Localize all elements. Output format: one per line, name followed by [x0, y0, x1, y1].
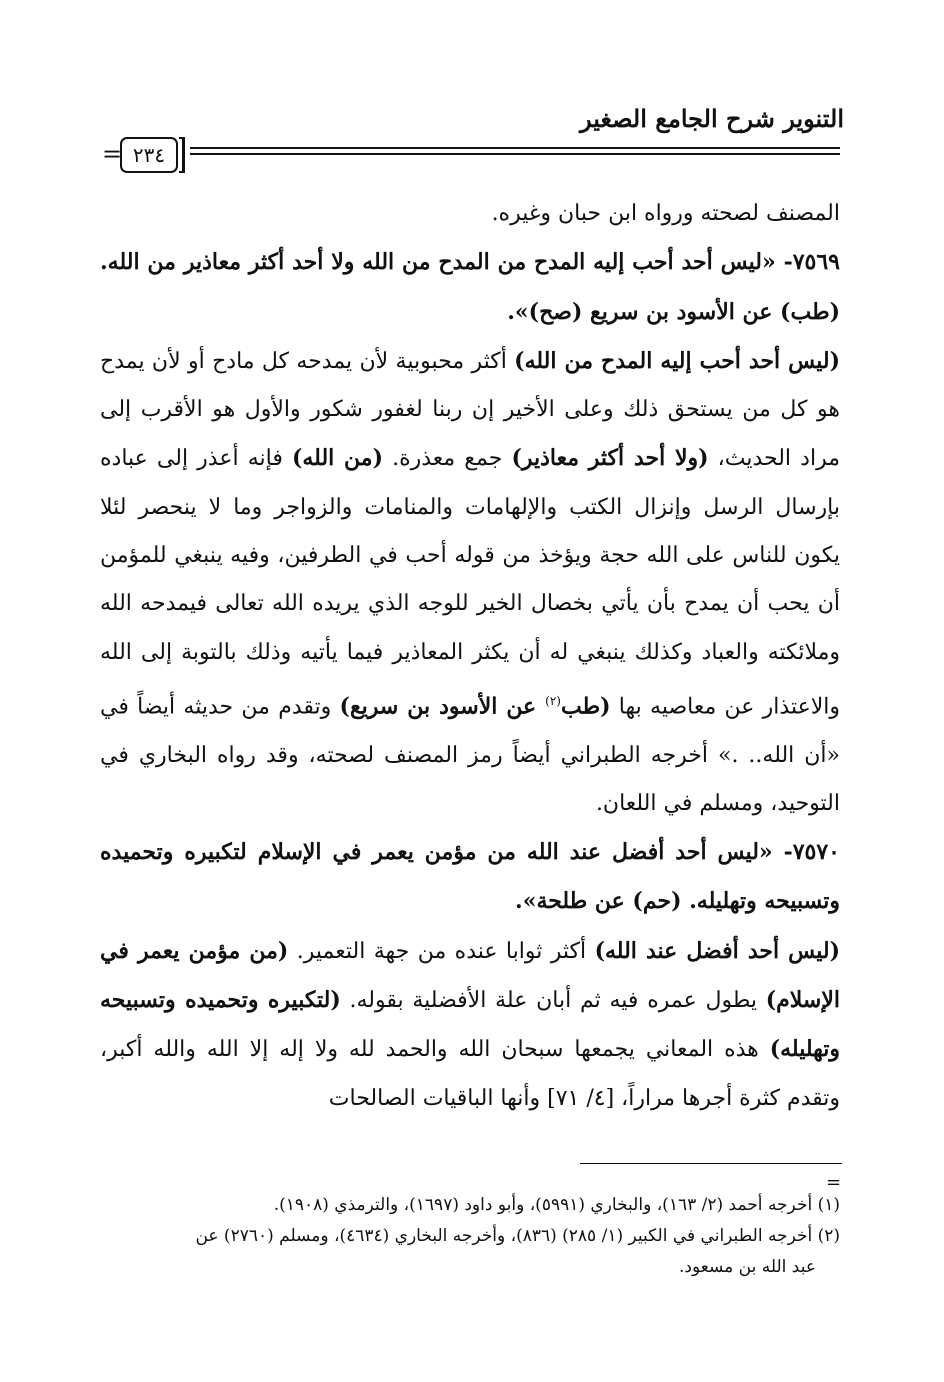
- footnote-continuation-mark: =: [826, 1172, 842, 1193]
- commentary-quote: (من الله): [291, 445, 383, 472]
- footnote-ref: (٢): [545, 693, 561, 708]
- running-header-title: التنوير شرح الجامع الصغير: [580, 104, 844, 133]
- hadith-7570: [100, 828, 840, 927]
- commentary-quote: (لتكبيره وتحميده وتسبيحه وتهليله): [100, 987, 840, 1063]
- footnotes: [100, 1190, 840, 1283]
- header-rule-top: [190, 147, 840, 149]
- commentary-quote: (ليس أحد أفضل عند الله): [594, 937, 840, 964]
- main-text: [100, 190, 840, 1123]
- commentary-quote: (طب: [560, 693, 611, 720]
- commentary-7569: [100, 337, 840, 828]
- commentary-quote: (ولا أحد أكثر معاذير): [511, 445, 709, 472]
- continuation-mark: =: [102, 140, 123, 168]
- commentary-text: أكثر محبوبية لأن يمدحه كل مادح أو لأن يمدح هو كل من يستحق ذلك وعلى الأخير إن ربنا لغفور شكور والأول هو الأقرب إلى مراد الحديث،: [100, 348, 840, 472]
- commentary-quote: (ليس أحد أحب إليه المدح من الله): [514, 347, 840, 374]
- footnote-1: (١) أخرجه أحمد (٢/ ١٦٣)، والبخاري (٥٩٩١)، وأبو داود (١٦٩٧)، والترمذي (١٩٠٨).: [273, 1195, 840, 1215]
- commentary-7570: [100, 927, 840, 1123]
- commentary-text: فإنه أعذر إلى عباده بإرسال الرسل وإنزال الكتب والإلهامات والمنامات والزواجر وما لا ينحصر لئلا يكون للناس على الله حجة ويؤخذ من قوله أحب في الطرفين، وفيه ينبغي للمؤمن أن يحب أن يمدح بأن يأتي بخصال الخير للوجه الذي يريده الله تعالى فيمدحه الله وملائكته والعباد وكذلك ينبغي له أن يكثر المعاذير فيما يأتيه وذلك بالتوبة إلى الله والاعتذار عن معاصيه بها: [100, 446, 840, 720]
- footnote-separator: [580, 1163, 842, 1164]
- hadith-text: «ليس أحد أفضل عند الله من مؤمن يعمر في الإسلام لتكبيره وتحميده وتسبيحه وتهليله. (حم) عن طلحة».: [100, 839, 840, 915]
- commentary-quote: عن الأسود بن سريع): [339, 693, 546, 720]
- hadith-number: ٧٥٧٠-: [772, 839, 840, 866]
- page-number: ٢٣٤: [132, 143, 166, 167]
- commentary-text: جمع معذرة.: [382, 446, 512, 472]
- commentary-text: يطول عمره فيه ثم أبان علة الأفضلية بقوله.: [340, 988, 766, 1014]
- paragraph-continuation: المصنف لصحته ورواه ابن حبان وغيره.: [491, 201, 840, 226]
- commentary-text: أكثر ثوابا عنده من جهة التعمير.: [288, 938, 595, 964]
- hadith-7569: [100, 238, 840, 337]
- header-rule-bottom: [190, 153, 840, 155]
- page-number-box: [120, 137, 178, 173]
- footnote-2-continuation: عبد الله بن مسعود.: [679, 1257, 816, 1277]
- commentary-text: وتقدم من حديثه أيضاً في «أن الله.. .» أخرجه الطبراني أيضاً رمز المصنف لصحته، وقد رواه البخاري في التوحيد، ومسلم في اللعان.: [100, 694, 840, 816]
- hadith-text: «ليس أحد أحب إليه المدح من المدح من الله ولا أحد أكثر معاذير من الله. (طب) عن الأسود بن سريع (صح)».: [100, 249, 840, 325]
- commentary-quote: (من مؤمن يعمر في الإسلام): [100, 937, 841, 1014]
- commentary-text: هذه المعاني يجمعها سبحان الله والحمد لله ولا إله إلا الله والله أكبر، وتقدم كثرة أجرها مراراً، [٤/ ٧١] وأنها الباقيات الصالحات: [100, 1037, 840, 1111]
- hadith-number: ٧٥٦٩-: [775, 249, 840, 276]
- footnote-2: (٢) أخرجه الطبراني في الكبير (١/ ٢٨٥) (٨٣٦)، وأخرجه البخاري (٤٦٣٤)، ومسلم (٢٧٦٠) عن: [195, 1226, 840, 1246]
